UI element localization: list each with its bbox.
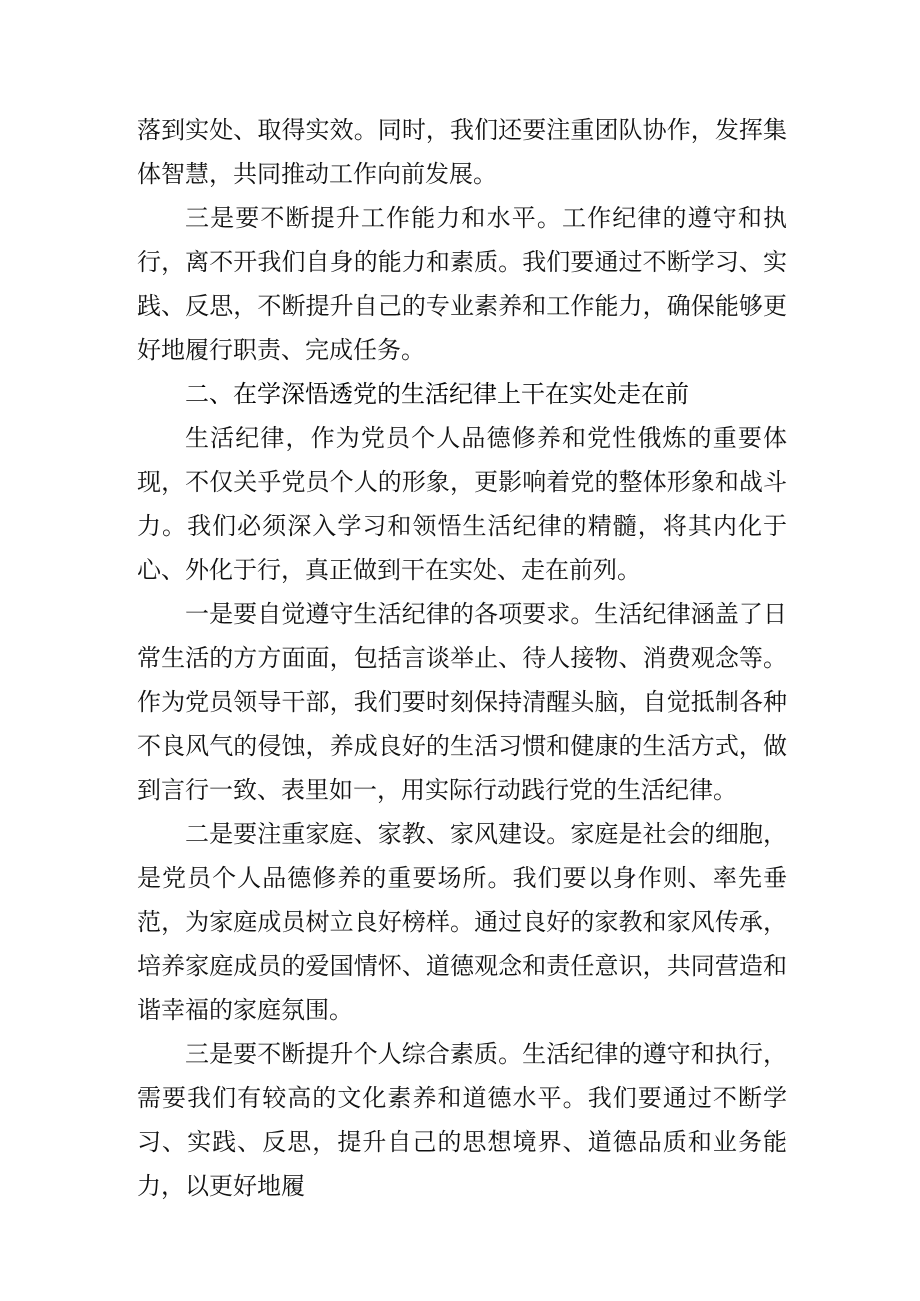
document-body — [137, 108, 787, 1208]
paragraph-personal-quality: 三是要不断提升个人综合素质。生活纪律的遵守和执行，需要我们有较高的文化素养和道德水平。我们要通过不断学习、实践、反思，提升自己的思想境界、道德品质和业务能力，以更好地履 — [137, 1040, 787, 1200]
section-heading: 二、在学深悟透党的生活纪律上干在实处走在前 — [185, 380, 689, 408]
paragraph-family-building: 二是要注重家庭、家教、家风建设。家庭是社会的细胞，是党员个人品德修养的重要场所。我们要以身作则、率先垂范，为家庭成员树立良好榜样。通过良好的家教和家风传承，培养家庭成员的爱国情怀、道德观念和责任意识，共同营造和谐幸福的家庭氛围。 — [137, 820, 787, 1024]
paragraph-work-ability: 三是要不断提升工作能力和水平。工作纪律的遵守和执行，离不开我们自身的能力和素质。我们要通过不断学习、实践、反思，不断提升自己的专业素养和工作能力，确保能够更好地履行职责、完成任务。 — [137, 204, 787, 364]
paragraph-life-discipline-intro: 生活纪律，作为党员个人品德修养和党性俄炼的重要体现，不仅关乎党员个人的形象，更影响着党的整体形象和战斗力。我们必须深入学习和领悟生活纪律的精髓，将其内化于心、外化于行，真正做到干在实处、走在前列。 — [137, 424, 787, 584]
paragraph-observe-requirements: 一是要自觉遵守生活纪律的各项要求。生活纪律涵盖了日常生活的方方面面，包括言谈举止、待人接物、消费观念等。作为党员领导干部，我们要时刻保持清醒头脑，自觉抵制各种不良风气的侵蚀，养成良好的生活习惯和健康的生活方式，做到言行一致、表里如一，用实际行动践行党的生活纪律。 — [137, 600, 787, 804]
paragraph-continuation: 落到实处、取得实效。同时，我们还要注重团队协作，发挥集体智慧，共同推动工作向前发展。 — [137, 116, 787, 188]
